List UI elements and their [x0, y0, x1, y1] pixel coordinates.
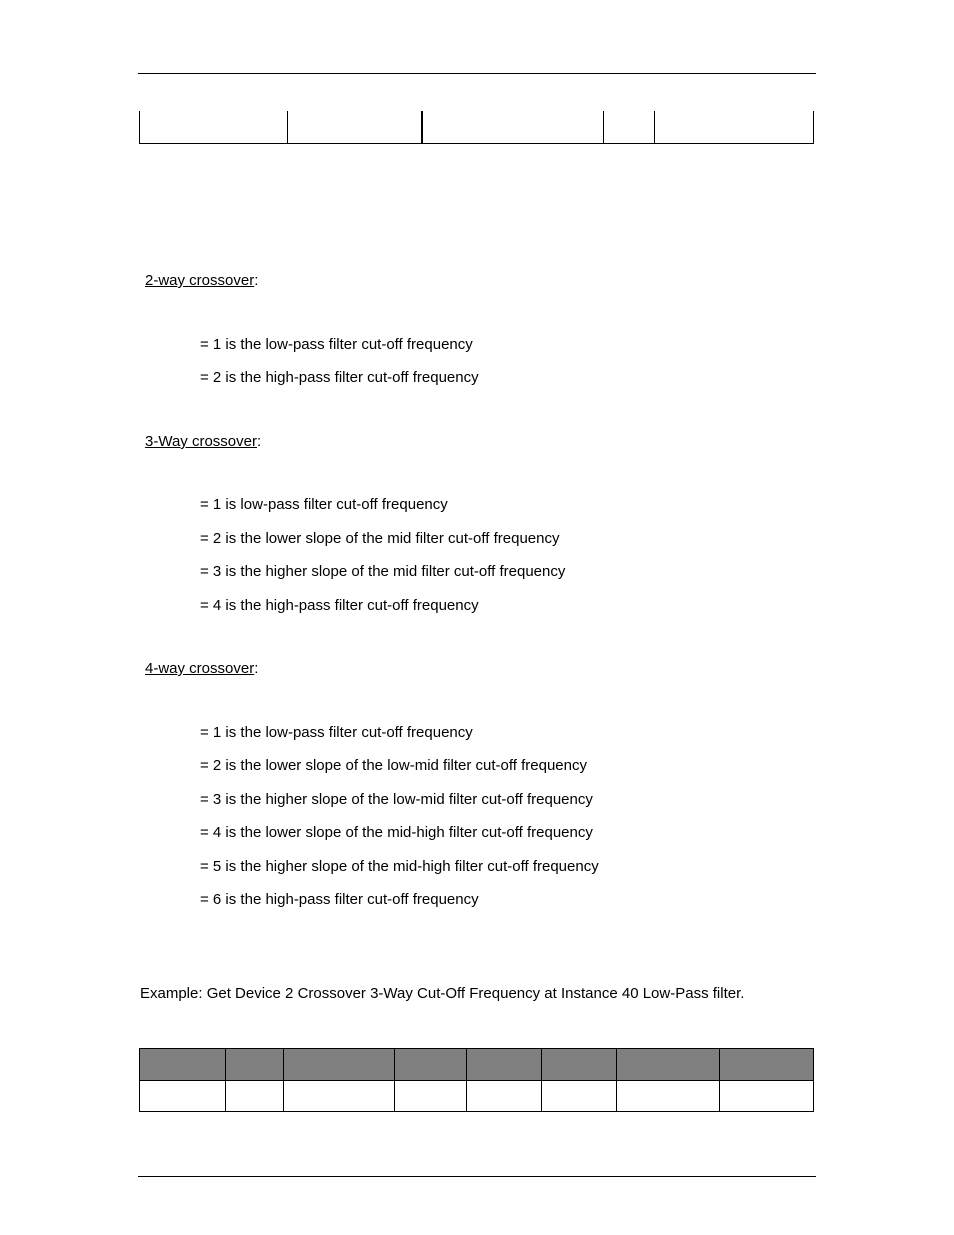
list-item: = 2 is the lower slope of the low-mid filter cut-off frequency — [200, 757, 587, 774]
list-item: = 3 is the higher slope of the mid filter cut-off frequency — [200, 563, 566, 580]
example-paragraph: Example: Get Device 2 Crossover 3-Way Cut-Off Frequency at Instance 40 Low-Pass filter. — [140, 985, 745, 1002]
table-header-cell — [720, 1049, 814, 1081]
section-heading-two-way — [145, 272, 258, 289]
table-cell — [395, 1081, 467, 1112]
list-item: = 4 is the lower slope of the mid-high filter cut-off frequency — [200, 824, 593, 841]
list-item: = 1 is the low-pass filter cut-off frequency — [200, 724, 473, 741]
table-header-cell — [284, 1049, 395, 1081]
table-cell — [604, 111, 655, 144]
list-item: = 2 is the lower slope of the mid filter cut-off frequency — [200, 530, 560, 547]
list-item: = 4 is the high-pass filter cut-off frequency — [200, 597, 479, 614]
heading-text: 3-Way crossover — [145, 433, 257, 450]
heading-colon: : — [254, 660, 259, 677]
list-item: = 2 is the high-pass filter cut-off frequency — [200, 369, 479, 386]
table-cell — [140, 111, 288, 144]
table-cell — [284, 1081, 395, 1112]
footer-rule — [138, 1176, 816, 1177]
table-header-cell — [542, 1049, 617, 1081]
section-heading-three-way — [145, 433, 261, 450]
heading-colon: : — [256, 433, 262, 450]
table-cell — [226, 1081, 284, 1112]
table-cell — [617, 1081, 720, 1112]
table-cell — [288, 111, 422, 144]
table-header-cell — [617, 1049, 720, 1081]
table-cell — [720, 1081, 814, 1112]
table-cell — [422, 111, 604, 144]
table-row — [140, 111, 814, 144]
list-item: = 6 is the high-pass filter cut-off frequency — [200, 891, 479, 908]
table-cell — [467, 1081, 542, 1112]
list-item: = 1 is the low-pass filter cut-off frequency — [200, 336, 473, 353]
heading-text: 2-way crossover — [145, 272, 255, 289]
table-row — [140, 1081, 814, 1112]
heading-colon: : — [254, 272, 259, 289]
example-table — [139, 1048, 814, 1112]
table-cell — [140, 1081, 226, 1112]
table-cell — [655, 111, 814, 144]
table-header-cell — [140, 1049, 226, 1081]
table-cell — [542, 1081, 617, 1112]
table-header-cell — [467, 1049, 542, 1081]
table-header-cell — [226, 1049, 284, 1081]
section-heading-four-way — [145, 660, 258, 677]
table-header-cell — [395, 1049, 467, 1081]
table-header-row — [140, 1049, 814, 1081]
top-table-fragment — [139, 111, 814, 144]
list-item: = 5 is the higher slope of the mid-high filter cut-off frequency — [200, 858, 599, 875]
list-item: = 3 is the higher slope of the low-mid filter cut-off frequency — [200, 791, 593, 808]
header-rule — [138, 73, 816, 74]
heading-text: 4-way crossover — [145, 660, 255, 677]
list-item: = 1 is low-pass filter cut-off frequency — [200, 496, 448, 513]
